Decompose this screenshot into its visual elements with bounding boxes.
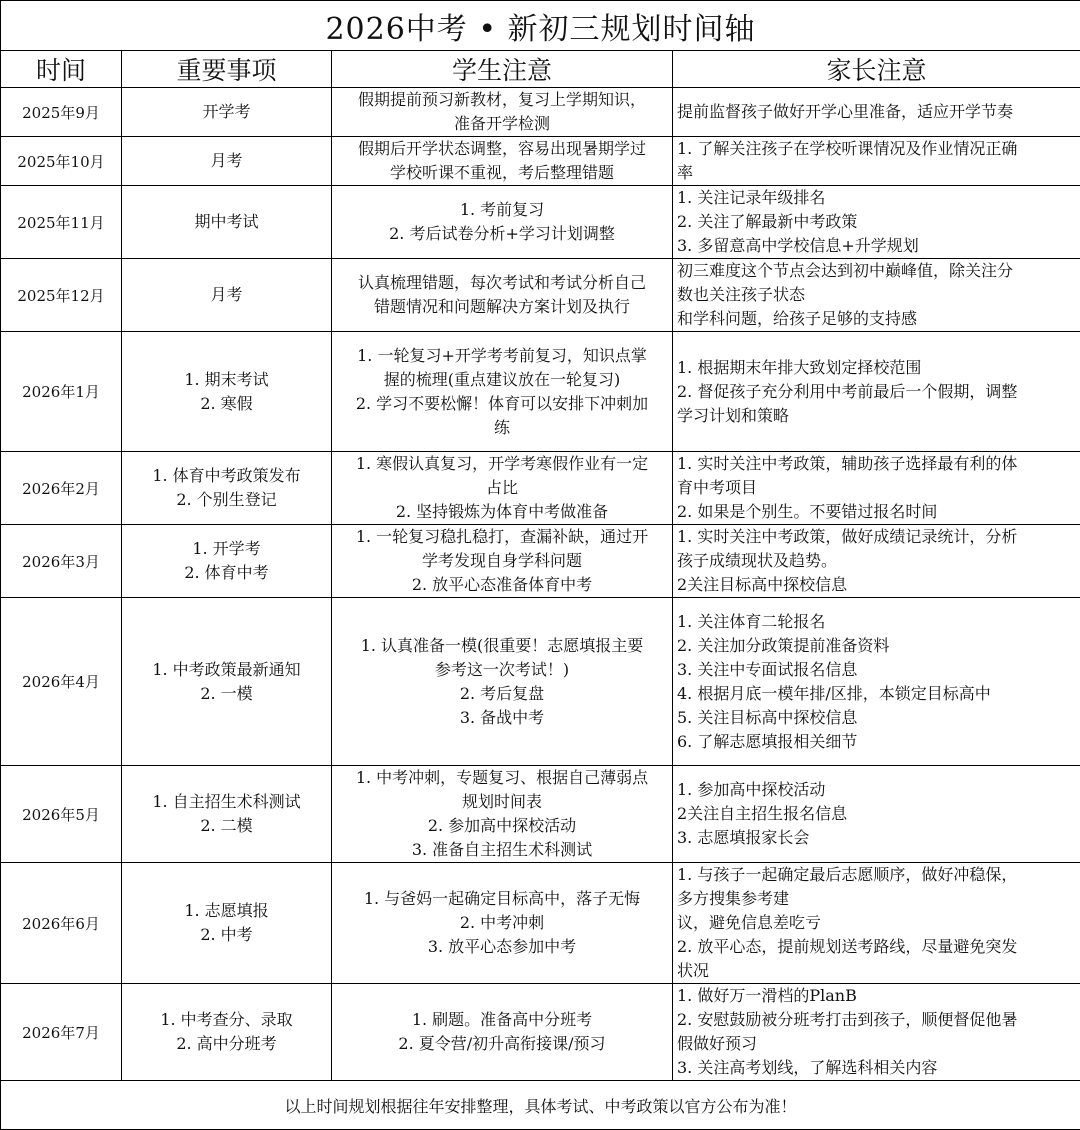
time-cell: 2026年3月 xyxy=(1,525,122,598)
event-cell xyxy=(122,452,332,525)
student-cell-line: 占比 xyxy=(336,476,668,500)
parent-cell-line: 2. 安慰鼓励被分班考打击到孩子，顺便督促他暑 xyxy=(677,1008,1076,1032)
parent-cell-line: 2. 如果是个别生。不要错过报名时间 xyxy=(677,500,1076,524)
time-cell: 2026年2月 xyxy=(1,452,122,525)
event-cell-line: 1. 开学考 xyxy=(126,537,327,561)
student-cell-line: 认真梳理错题，每次考试和考试分析自己 xyxy=(336,271,668,295)
table-row xyxy=(1,88,1080,137)
event-cell-line: 2. 寒假 xyxy=(126,392,327,416)
event-cell xyxy=(122,984,332,1081)
student-cell xyxy=(332,259,673,332)
parent-cell-line: 1. 参加高中探校活动 xyxy=(677,778,1076,802)
student-cell-line: 2. 坚持锻炼为体育中考做准备 xyxy=(336,500,668,524)
parent-cell-line: 孩子成绩现状及趋势。 xyxy=(677,549,1076,573)
time-cell: 2025年10月 xyxy=(1,137,122,186)
parent-cell-line: 2关注自主招生报名信息 xyxy=(677,802,1076,826)
student-cell-line: 3. 放平心态参加中考 xyxy=(336,935,668,959)
parent-cell-line: 1. 了解关注孩子在学校听课情况及作业情况正确 xyxy=(677,137,1076,161)
event-cell xyxy=(122,332,332,452)
event-cell xyxy=(122,863,332,984)
event-cell xyxy=(122,525,332,598)
title-row xyxy=(1,1,1080,51)
parent-cell-line: 2. 关注了解最新中考政策 xyxy=(677,210,1076,234)
parent-cell xyxy=(673,766,1080,863)
parent-cell-line: 状况 xyxy=(677,959,1076,983)
event-cell-line: 月考 xyxy=(126,283,327,307)
student-cell-line: 2. 考后复盘 xyxy=(336,682,668,706)
student-cell-line: 2. 中考冲刺 xyxy=(336,911,668,935)
student-cell-line: 1. 寒假认真复习，开学考寒假作业有一定 xyxy=(336,452,668,476)
parent-cell xyxy=(673,137,1080,186)
header-event: 重要事项 xyxy=(122,51,332,88)
time-cell: 2026年6月 xyxy=(1,863,122,984)
header-student: 学生注意 xyxy=(332,51,673,88)
parent-cell-line: 学习计划和策略 xyxy=(677,404,1076,428)
parent-cell-line: 多方搜集参考建 xyxy=(677,887,1076,911)
table-row xyxy=(1,766,1080,863)
student-cell-line: 1. 与爸妈一起确定目标高中，落子无悔 xyxy=(336,887,668,911)
student-cell-line: 1. 一轮复习稳扎稳打，查漏补缺，通过开 xyxy=(336,525,668,549)
student-cell-line: 1. 认真准备一模(很重要！志愿填报主要 xyxy=(336,634,668,658)
parent-cell-line: 3. 志愿填报家长会 xyxy=(677,826,1076,850)
student-cell-line: 练 xyxy=(336,416,668,440)
parent-cell-line: 率 xyxy=(677,161,1076,185)
student-cell xyxy=(332,137,673,186)
student-cell-line: 1. 考前复习 xyxy=(336,198,668,222)
parent-cell-line: 数也关注孩子状态 xyxy=(677,283,1076,307)
student-cell-line: 学考发现自身学科问题 xyxy=(336,549,668,573)
footer-note: 以上时间规划根据往年安排整理，具体考试、中考政策以官方公布为准！ xyxy=(1,1081,1080,1130)
student-cell-line: 参考这一次考试！) xyxy=(336,658,668,682)
table-row xyxy=(1,137,1080,186)
table-row xyxy=(1,525,1080,598)
event-cell-line: 1. 体育中考政策发布 xyxy=(126,464,327,488)
student-cell-line: 1. 刷题。准备高中分班考 xyxy=(336,1008,668,1032)
student-cell-line: 2. 夏令营/初升高衔接课/预习 xyxy=(336,1032,668,1056)
table-row xyxy=(1,452,1080,525)
event-cell xyxy=(122,598,332,766)
parent-cell-line: 3. 关注高考划线，了解选科相关内容 xyxy=(677,1056,1076,1080)
student-cell xyxy=(332,863,673,984)
student-cell-line: 2. 考后试卷分析+学习计划调整 xyxy=(336,222,668,246)
parent-cell-line: 3. 多留意高中学校信息+升学规划 xyxy=(677,234,1076,258)
parent-cell-line: 1. 关注记录年级排名 xyxy=(677,186,1076,210)
student-cell-line: 3. 准备自主招生术科测试 xyxy=(336,838,668,862)
table-row xyxy=(1,186,1080,259)
event-cell-line: 2. 中考 xyxy=(126,923,327,947)
event-cell-line: 2. 高中分班考 xyxy=(126,1032,327,1056)
parent-cell-line: 2. 放平心态，提前规划送考路线，尽量避免突发 xyxy=(677,935,1076,959)
parent-cell-line: 和学科问题，给孩子足够的支持感 xyxy=(677,307,1076,331)
parent-cell xyxy=(673,452,1080,525)
parent-cell xyxy=(673,259,1080,332)
parent-cell-line: 2. 督促孩子充分利用中考前最后一个假期，调整 xyxy=(677,380,1076,404)
student-cell xyxy=(332,88,673,137)
event-cell xyxy=(122,88,332,137)
student-cell xyxy=(332,525,673,598)
student-cell xyxy=(332,598,673,766)
parent-cell-line: 6. 了解志愿填报相关细节 xyxy=(677,730,1076,754)
parent-cell-line: 假做好预习 xyxy=(677,1032,1076,1056)
parent-cell-line: 育中考项目 xyxy=(677,476,1076,500)
footer-row xyxy=(1,1081,1080,1130)
event-cell-line: 期中考试 xyxy=(126,210,327,234)
parent-cell-line: 1. 实时关注中考政策，做好成绩记录统计，分析 xyxy=(677,525,1076,549)
parent-cell-line: 1. 关注体育二轮报名 xyxy=(677,610,1076,634)
student-cell-line: 2. 放平心态准备体育中考 xyxy=(336,573,668,597)
parent-cell-line: 初三难度这个节点会达到初中巅峰值，除关注分 xyxy=(677,259,1076,283)
student-cell-line: 2. 参加高中探校活动 xyxy=(336,814,668,838)
parent-cell xyxy=(673,88,1080,137)
event-cell xyxy=(122,259,332,332)
event-cell-line: 1. 中考政策最新通知 xyxy=(126,658,327,682)
table-row xyxy=(1,332,1080,452)
event-cell-line: 1. 志愿填报 xyxy=(126,899,327,923)
event-cell-line: 1. 自主招生术科测试 xyxy=(126,790,327,814)
header-row xyxy=(1,51,1080,88)
table-row xyxy=(1,259,1080,332)
event-cell-line: 开学考 xyxy=(126,100,327,124)
time-cell: 2025年12月 xyxy=(1,259,122,332)
parent-cell-line: 5. 关注目标高中探校信息 xyxy=(677,706,1076,730)
event-cell-line: 2. 体育中考 xyxy=(126,561,327,585)
event-cell xyxy=(122,186,332,259)
student-cell-line: 1. 一轮复习+开学考考前复习，知识点掌 xyxy=(336,344,668,368)
parent-cell-line: 2关注目标高中探校信息 xyxy=(677,573,1076,597)
event-cell-line: 月考 xyxy=(126,149,327,173)
parent-cell-line: 1. 与孩子一起确定最后志愿顺序，做好冲稳保， xyxy=(677,863,1076,887)
parent-cell-line: 1. 实时关注中考政策，辅助孩子选择最有利的体 xyxy=(677,452,1076,476)
student-cell-line: 假期提前预习新教材，复习上学期知识， xyxy=(336,88,668,112)
time-cell: 2025年9月 xyxy=(1,88,122,137)
student-cell xyxy=(332,332,673,452)
student-cell-line: 规划时间表 xyxy=(336,790,668,814)
time-cell: 2026年7月 xyxy=(1,984,122,1081)
time-cell: 2026年1月 xyxy=(1,332,122,452)
parent-cell-line: 2. 关注加分政策提前准备资料 xyxy=(677,634,1076,658)
parent-cell xyxy=(673,525,1080,598)
student-cell xyxy=(332,186,673,259)
table-row xyxy=(1,598,1080,766)
header-time: 时间 xyxy=(1,51,122,88)
student-cell-line: 准备开学检测 xyxy=(336,112,668,136)
event-cell xyxy=(122,766,332,863)
page-title: 2026中考 • 新初三规划时间轴 xyxy=(1,1,1080,51)
student-cell-line: 1. 中考冲刺，专题复习、根据自己薄弱点 xyxy=(336,766,668,790)
parent-cell-line: 1. 根据期末年排大致划定择校范围 xyxy=(677,356,1076,380)
table-row xyxy=(1,863,1080,984)
time-cell: 2026年4月 xyxy=(1,598,122,766)
event-cell-line: 2. 二模 xyxy=(126,814,327,838)
parent-cell xyxy=(673,984,1080,1081)
event-cell-line: 1. 中考查分、录取 xyxy=(126,1008,327,1032)
parent-cell-line: 3. 关注中专面试报名信息 xyxy=(677,658,1076,682)
event-cell xyxy=(122,137,332,186)
parent-cell-line: 议，避免信息差吃亏 xyxy=(677,911,1076,935)
parent-cell xyxy=(673,598,1080,766)
student-cell-line: 2. 学习不要松懈！体育可以安排下冲刺加 xyxy=(336,392,668,416)
student-cell-line: 握的梳理(重点建议放在一轮复习) xyxy=(336,368,668,392)
student-cell xyxy=(332,984,673,1081)
table-row xyxy=(1,984,1080,1081)
parent-cell-line: 提前监督孩子做好开学心里准备，适应开学节奏 xyxy=(677,100,1076,124)
time-cell: 2026年5月 xyxy=(1,766,122,863)
event-cell-line: 1. 期末考试 xyxy=(126,368,327,392)
student-cell xyxy=(332,766,673,863)
student-cell-line: 假期后开学状态调整，容易出现暑期学过 xyxy=(336,137,668,161)
event-cell-line: 2. 个别生登记 xyxy=(126,488,327,512)
parent-cell xyxy=(673,863,1080,984)
parent-cell-line: 4. 根据月底一模年排/区排，本锁定目标高中 xyxy=(677,682,1076,706)
parent-cell xyxy=(673,332,1080,452)
event-cell-line: 2. 一模 xyxy=(126,682,327,706)
parent-cell-line: 1. 做好万一滑档的PlanB xyxy=(677,984,1076,1008)
student-cell-line: 学校听课不重视，考后整理错题 xyxy=(336,161,668,185)
time-cell: 2025年11月 xyxy=(1,186,122,259)
header-parent: 家长注意 xyxy=(673,51,1080,88)
parent-cell xyxy=(673,186,1080,259)
student-cell-line: 错题情况和问题解决方案计划及执行 xyxy=(336,295,668,319)
student-cell-line: 3. 备战中考 xyxy=(336,706,668,730)
student-cell xyxy=(332,452,673,525)
